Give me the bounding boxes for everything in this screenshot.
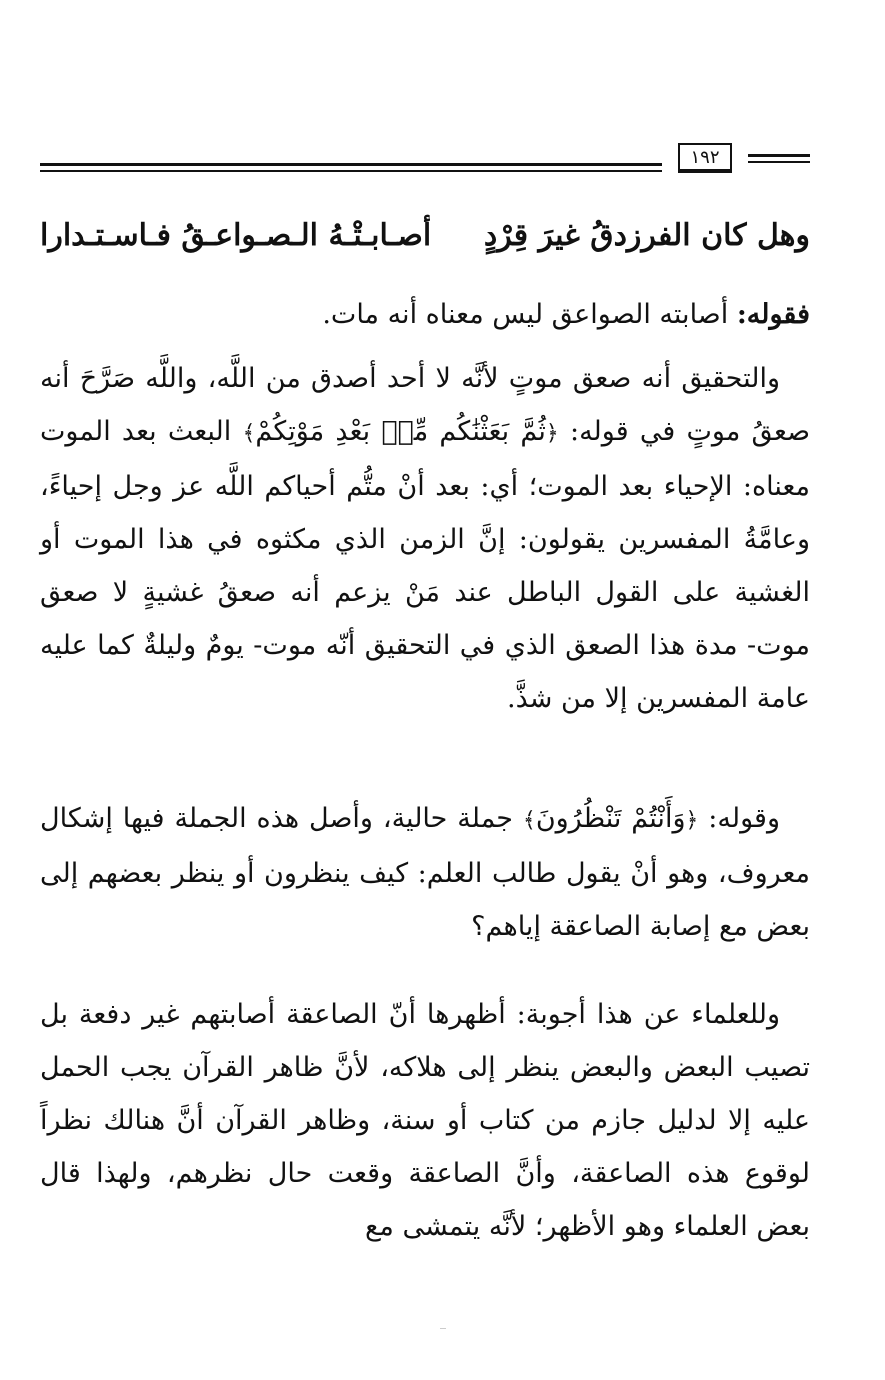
poem-verse <box>40 208 810 264</box>
verse-second-hemistich: أصـابـتْـهُ الـصـواعـقُ فـاسـتـدارا <box>40 218 432 253</box>
paragraph-2 <box>40 352 810 725</box>
paragraph-3-text-b: جملة حالية، وأصل هذه الجملة فيها إشكال معروف، وهو أنْ يقول طالب العلم: كيف ينظرون أو ينظر بعضهم إلى بعض مع إصابة الصاعقة إياهم؟ <box>40 803 810 942</box>
page-header <box>40 143 810 183</box>
quran-verse-1: ثُمَّ بَعَثْنَٰكُم مِّنۢ بَعْدِ مَوْتِكُمْ <box>255 416 546 447</box>
quran-bracket-close: ﴾ <box>522 808 536 833</box>
paragraph-3-text-a: وقوله: <box>698 803 780 834</box>
header-rule-left <box>40 163 662 166</box>
quran-bracket-open: ﴿ <box>545 421 559 446</box>
scan-mark <box>440 1328 446 1329</box>
quran-bracket-open: ﴿ <box>685 808 699 833</box>
header-rule-right <box>748 154 810 157</box>
page-number: ١٩٢ <box>678 143 732 173</box>
paragraph-3 <box>40 792 810 953</box>
paragraph-1-text: أصابته الصواعق ليس معناه أنه مات. <box>322 299 737 330</box>
paragraph-4: وللعلماء عن هذا أجوبة: أظهرها أنّ الصاعقة أصابتهم غير دفعة بل تصيب البعض والبعض ينظر إلى هلاكه، لأنَّ ظاهر القرآن يجب الحمل عليه إلا لدليل جازم من كتاب أو سنة، وظاهر القرآن أنَّ هنالك نظراً لوقوع هذه الصاعقة، وأنَّ الصاعقة وقعت حال نظرهم، ولهذا قال بعض العلماء وهو الأظهر؛ لأنَّه يتمشى مع <box>40 999 810 1242</box>
paragraph-1 <box>40 288 810 341</box>
paragraph-1-lead: فقوله: <box>736 299 810 330</box>
verse-first-hemistich: وهل كان الفرزدقُ غيرَ قِرْدٍ <box>483 218 810 253</box>
quran-verse-2: وَأَنْتُمْ تَنْظُرُونَ <box>535 803 686 834</box>
paragraph-2-text-b: البعث بعد الموت معناه: الإحياء بعد الموت؛ أي: بعد أنْ متُّم أحياكم اللَّه عز وجل إحياءً، وعامَّةُ المفسرين يقولون: إنَّ الزمن الذي مكثوه في هذا الموت أو الغشية على القول الباطل عند مَنْ يزعم أنه صعقُ غشيةٍ لا صعق موت- مدة هذا الصعق الذي في التحقيق أنّه موت- يومٌ وليلةٌ كما عليه عامة المفسرين إلا من شذَّ. <box>40 416 810 714</box>
header-rule-right-thin <box>748 161 810 163</box>
paragraph-2-text-a: والتحقيق أنه صعق موتٍ لأنَّه لا أحد أصدق من اللَّه، واللَّه صَرَّحَ أنه صعقُ موتٍ في قوله: <box>40 363 810 447</box>
quran-bracket-close: ﴾ <box>242 421 256 446</box>
header-rule-left-thin <box>40 170 662 172</box>
